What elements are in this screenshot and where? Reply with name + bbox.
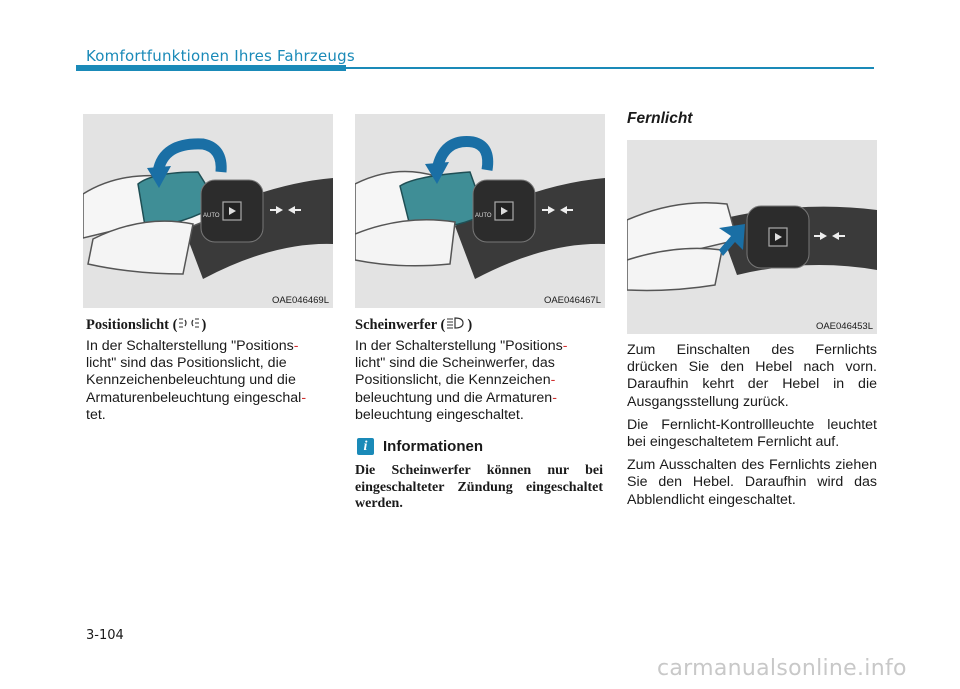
info-text: Die Scheinwerfer können nur bei eingeschalteter Zündung eingeschaltet werden. [355, 463, 603, 511]
text-line: In der Schalterstellung "Positions- [86, 338, 299, 354]
figure-code: OAE046469L [271, 295, 329, 306]
text-line: tet. [86, 406, 106, 423]
section-title: Komfortfunktionen Ihres Fahrzeugs [86, 47, 355, 65]
text-line: Kennzeichenbeleuchtung und die [86, 372, 296, 389]
figure-high-beam [627, 140, 877, 334]
heading-text: Scheinwerfer ( [355, 316, 446, 333]
position-light-heading [86, 316, 206, 335]
headlight-heading [355, 316, 472, 335]
lever-illustration [355, 114, 605, 308]
high-beam-text [627, 342, 877, 515]
text-line: In der Schalterstellung "Positions- [355, 338, 568, 354]
text-line: licht" sind das Positionslicht, die [86, 355, 287, 372]
lever-illustration [627, 140, 877, 334]
paragraph: Zum Einschalten des Fernlichts drücken Sie den Hebel nach vorn. Daraufhin kehrt der Hebel in die Ausgangsstellung zurück. [627, 342, 877, 410]
text-line: beleuchtung eingeschaltet. [355, 406, 524, 423]
watermark: carmanualsonline.info [657, 656, 907, 681]
figure-code: OAE046467L [543, 295, 601, 306]
high-beam-heading: Fernlicht [627, 110, 693, 127]
lever-illustration [83, 114, 333, 308]
paragraph: Zum Ausschalten des Fernlichts ziehen Sie den Hebel. Daraufhin wird das Abblendlicht eingeschaltet. [627, 457, 877, 508]
position-light-text [86, 338, 334, 424]
text-line: Armaturenbeleuchtung eingeschal- [86, 389, 307, 406]
figure-position-light [83, 114, 333, 308]
text-line: licht" sind die Scheinwerfer, das [355, 355, 555, 372]
text-line: beleuchtung und die Armaturen- [355, 389, 557, 406]
paragraph: Die Fernlicht-Kontrollleuchte leuchtet bei eingeschaltetem Fernlicht auf. [627, 416, 877, 451]
header-accent-bar [76, 65, 346, 71]
heading-close: ) [201, 316, 207, 333]
text-line: Positionslicht, die Kennzeichen- [355, 372, 556, 389]
position-light-icon [177, 316, 201, 335]
headlight-text [355, 338, 603, 424]
headlight-icon [445, 316, 467, 335]
heading-text: Positionslicht ( [86, 316, 178, 333]
figure-headlight [355, 114, 605, 308]
info-icon: i [357, 438, 374, 455]
figure-code: OAE046453L [815, 321, 873, 332]
heading-close: ) [467, 316, 473, 333]
info-title: Informationen [383, 438, 483, 455]
svg-text:AUTO: AUTO [475, 213, 492, 219]
svg-text:AUTO: AUTO [203, 213, 220, 219]
page-number: 3-104 [86, 628, 124, 643]
